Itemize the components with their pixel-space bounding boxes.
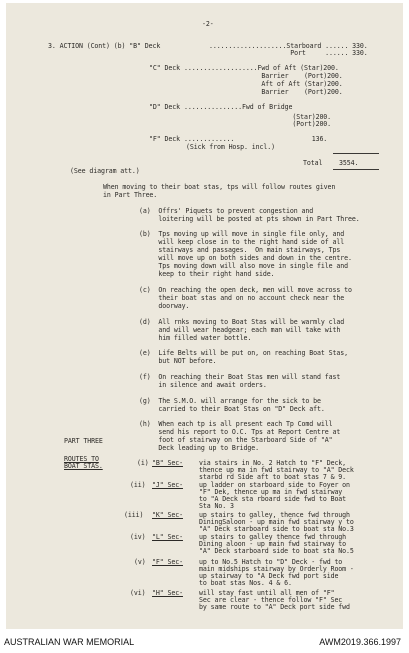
c-deck-line-4: Barrier (Port)200. <box>184 88 343 96</box>
clause-f-line-2: in silence and await orders. <box>139 381 267 389</box>
total-rule-top <box>333 153 379 154</box>
route-3-label: "K" Sec- <box>152 511 183 519</box>
clause-h-line-2: send his report to O.C. Tps at Report Centre at <box>139 428 341 436</box>
route-1-label: "B" Sec- <box>152 459 183 467</box>
b-deck-line-1: ....................Starboard ...... 330. <box>209 42 368 50</box>
route-1-line-2: thence up ma in fwd stairway to "A" Deck <box>199 466 354 474</box>
clause-b-line-2: will keep close in to the right hand side of all <box>139 238 345 246</box>
route-6-line-2: Sec are clear - thence follow "F" Sec <box>199 596 343 604</box>
route-2-line-1: up ladder on starboard side to Foyer on <box>199 481 350 489</box>
route-2-line-2: "F" Dek, thence up ma in fwd stairway <box>199 488 343 496</box>
clause-g-line-2: carried to their Boat Stas on "D" Deck aft. <box>139 405 325 413</box>
b-deck-line-2: Port ...... 330. <box>209 49 368 57</box>
clause-b-line-5: Tps moving down will also move in single file and <box>139 262 348 270</box>
route-5-label: "F" Sec- <box>152 558 183 566</box>
route-6-line-1: will stay fast until all men of "F" <box>199 589 335 597</box>
route-5-line-3: up stairway to "A Deck fwd port side <box>199 572 339 580</box>
c-deck-line-2: Barrier (Port)200. <box>184 72 343 80</box>
clause-c-line-1: (c) On reaching the open deck, men will move across to <box>139 286 352 294</box>
route-4-line-1: up stairs to galley thence fwd through <box>199 533 347 541</box>
route-6-num: (vi) <box>130 589 146 597</box>
d-deck-line-1: ...............Fwd of Bridge <box>184 103 293 111</box>
clause-d-line-1: (d) All rnks moving to Boat Stas will be warmly clad <box>139 318 345 326</box>
section-heading: 3. ACTION (Cont) (b) "B" Deck <box>48 42 161 50</box>
clause-b-line-4: will move up on both sides and down in the centre. <box>139 254 352 262</box>
route-3-line-3: "A" Deck starboard side to boat sta No.3 <box>199 525 354 533</box>
route-1-line-1: via stairs in No. 2 Hatch to "F" Deck, <box>199 459 347 467</box>
route-2-line-3: to "A Deck sta rboard side fwd to Boat <box>199 495 347 503</box>
route-2-label: "J" Sec- <box>152 481 183 489</box>
route-6-label: "H" Sec- <box>152 589 183 597</box>
clause-h-line-4: Deck leading up to Bridge. <box>139 444 259 452</box>
total-rule-bottom <box>333 169 379 170</box>
route-4-line-3: "A" Deck starboard side to boat sta No.5 <box>199 547 354 555</box>
clause-a-line-2: loitering will be posted at pts shown in Part Three. <box>139 215 360 223</box>
route-5-num: (v) <box>134 558 146 566</box>
route-3-num: (iii) <box>124 511 144 519</box>
c-deck-line-1: ...................Fwd of Aft (Star)200. <box>184 64 339 72</box>
part-three-heading: PART THREE <box>64 437 103 445</box>
route-1-num: (i) <box>137 459 149 467</box>
footer-accession-number: AWM2019.366.1997 <box>319 637 401 647</box>
clause-d-line-2: and will wear headgear; each man will take with <box>139 326 341 334</box>
part-three-sub-1: ROUTES TO <box>64 455 99 463</box>
clause-c-line-2: their boat stas and on no account check near the <box>139 294 345 302</box>
c-deck-line-3: Aft of Aft (Star)200. <box>184 80 343 88</box>
clause-e-line-1: (e) Life Belts will be put on, on reaching Boat Stas, <box>139 349 348 357</box>
route-6-line-3: by same route to "A" Deck port side fwd <box>199 603 350 611</box>
archive-footer <box>0 633 409 651</box>
clause-g-line-1: (g) The S.M.O. will arrange for the sick to be <box>139 397 321 405</box>
f-deck-line-1: ............. 136. <box>184 135 328 143</box>
intro-line-2: in Part Three. <box>103 191 158 199</box>
route-1-line-3: starbd rd Side aft to boat stas 7 & 9. <box>199 473 347 481</box>
route-3-line-2: DiningSaloon - up main fwd stairway y to <box>199 518 354 526</box>
route-3-line-1: up stairs to galley, thence fwd through <box>199 511 350 519</box>
clause-d-line-3: him filled water bottle. <box>139 334 252 342</box>
c-deck-label: "C" Deck <box>149 64 180 72</box>
page-number: -2- <box>202 20 214 28</box>
clause-c-line-3: doorway. <box>139 302 190 310</box>
clause-h-line-3: foot of stairway on the Starboard Side of "A" <box>139 436 333 444</box>
intro-line-1: When moving to their boat stas, tps will follow routes given <box>103 183 336 191</box>
route-2-line-4: Sta No. 3 <box>199 502 234 510</box>
clause-a-line-1: (a) Offrs' Piquets to prevent congestion and <box>139 207 314 215</box>
clause-e-line-2: but NOT before. <box>139 357 217 365</box>
total-label: Total <box>303 159 323 167</box>
clause-b-line-3: stairways and passages. On main stairways, Tps <box>139 246 341 254</box>
diagram-note: (See diagram att.) <box>70 167 140 175</box>
document-page <box>6 3 403 629</box>
clause-h-line-1: (h) When each tp is all present each Tp Comd will <box>139 420 333 428</box>
route-4-line-2: Dining aloon - up main fwd stairway to <box>199 540 347 548</box>
f-deck-label: "F" Deck <box>149 135 180 143</box>
total-value: 3554. <box>339 159 359 167</box>
route-4-num: (iv) <box>130 533 146 541</box>
d-deck-line-3: (Port)200. <box>184 120 332 128</box>
route-5-line-2: main midships stairway by Orderly Room - <box>199 565 354 573</box>
footer-institution: AUSTRALIAN WAR MEMORIAL <box>4 637 135 647</box>
route-4-label: "L" Sec- <box>152 533 183 541</box>
route-2-num: (ii) <box>130 481 146 489</box>
d-deck-line-2: (Star)200. <box>184 113 332 121</box>
route-5-line-1: up to No.5 Hatch to "D" Deck - fwd to <box>199 558 343 566</box>
part-three-sub-2: BOAT STAS. <box>64 462 103 470</box>
clause-f-line-1: (f) On reaching their Boat Stas men will stand fast <box>139 373 341 381</box>
d-deck-label: "D" Deck <box>149 103 180 111</box>
f-deck-line-2: (Sick from Hosp. incl.) <box>186 143 276 151</box>
clause-b-line-1: (b) Tps moving up will move in single file only, and <box>139 230 345 238</box>
route-5-line-4: to boat stas Nos. 4 & 6. <box>199 579 292 587</box>
clause-b-line-6: keep to their right hand side. <box>139 270 275 278</box>
